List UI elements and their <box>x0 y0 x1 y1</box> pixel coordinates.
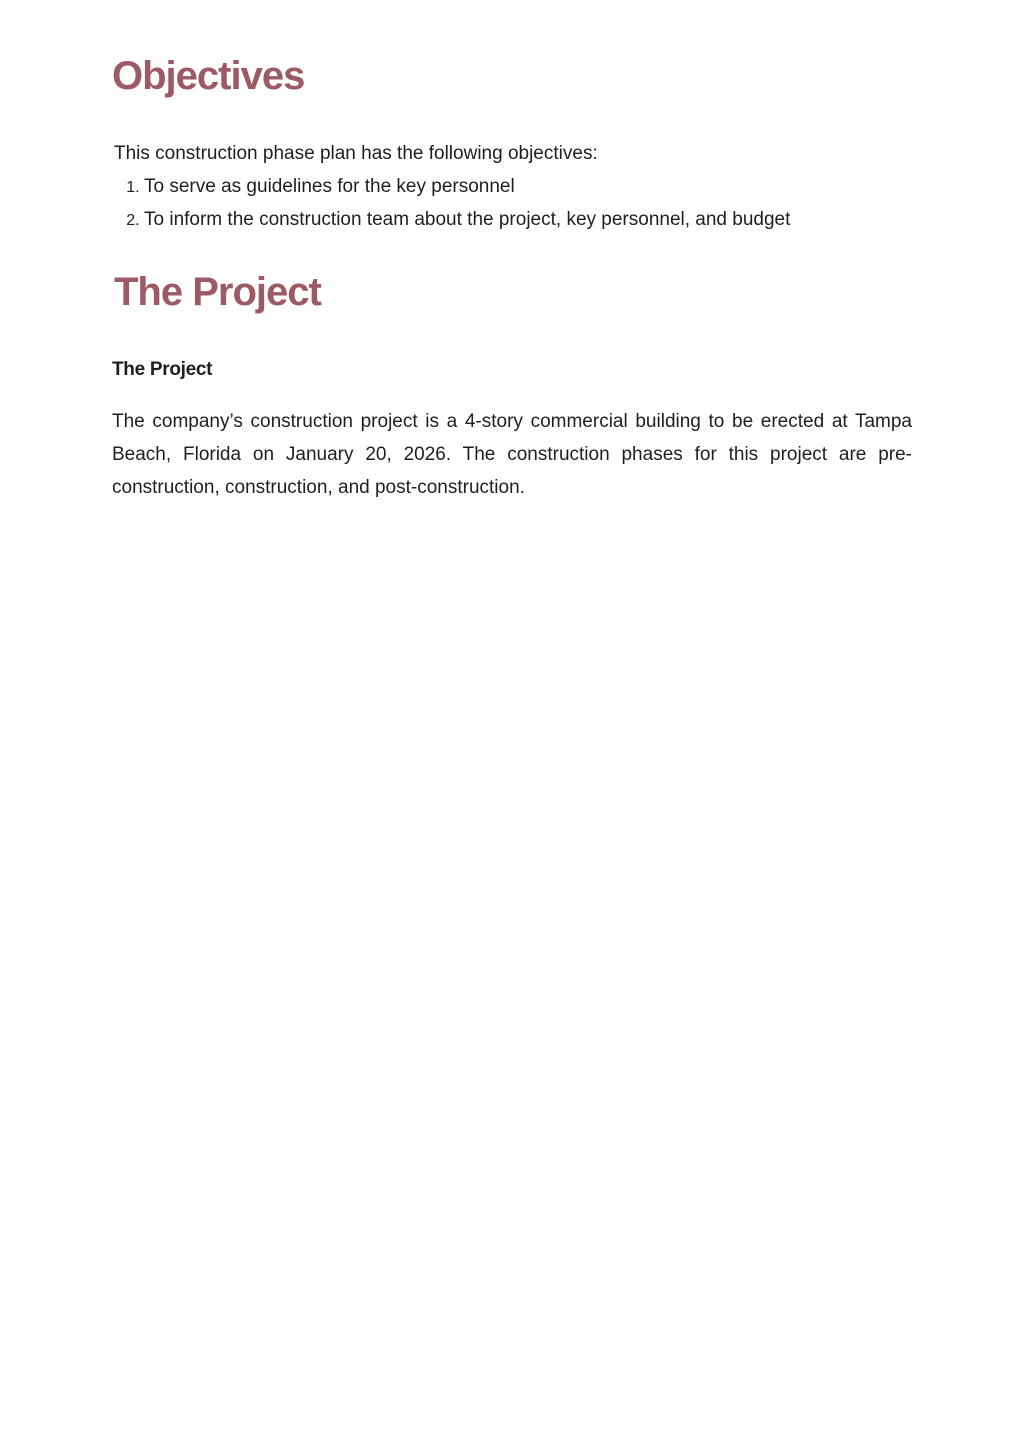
project-body: The company’s construction project is a 4-story commercial building to be erected at Tampa Beach, Florida on January 20, 2026. The construction phases for this project are pre-construction, construction, and post-construction. <box>112 411 912 498</box>
objectives-list <box>112 170 790 236</box>
list-item: 1. To serve as guidelines for the key personnel <box>144 170 790 203</box>
project-subheading: The Project <box>112 359 213 380</box>
objectives-heading: Objectives <box>112 54 305 98</box>
objectives-intro: This construction phase plan has the following objectives: <box>114 143 598 164</box>
project-heading: The Project <box>114 270 321 314</box>
list-item: 2. To inform the construction team about the project, key personnel, and budget <box>144 203 790 236</box>
